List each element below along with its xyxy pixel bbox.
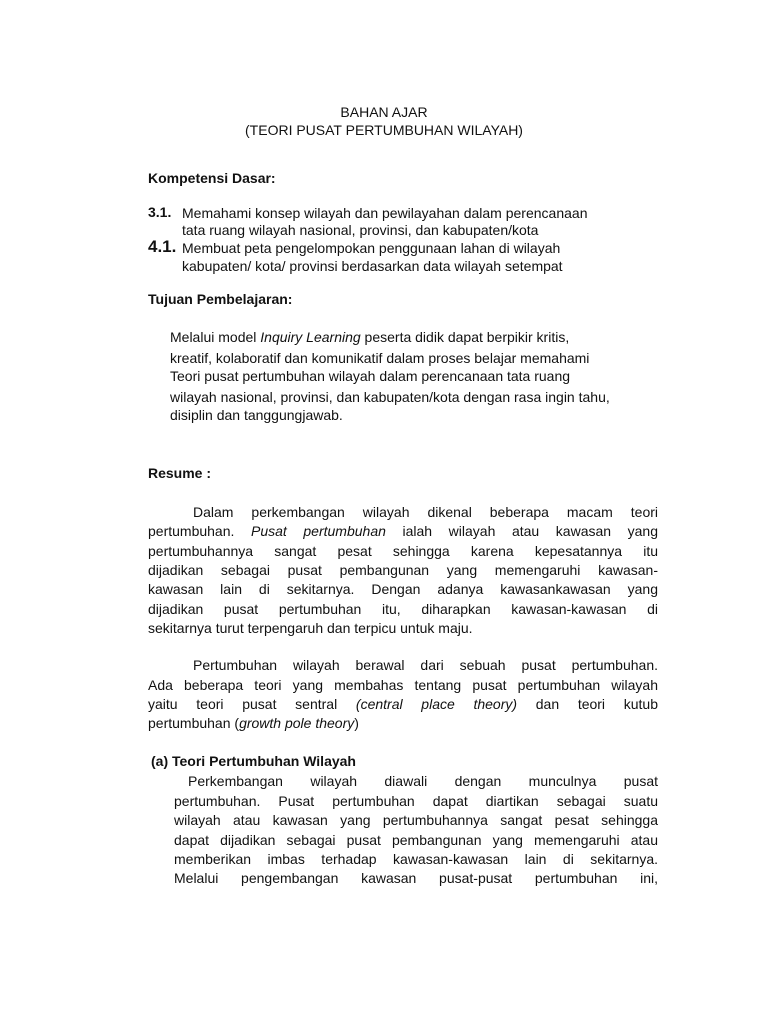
resume-p1-line-2-pre: pertumbuhan. (148, 523, 251, 539)
resume-p2-line-4-post: ) (354, 715, 359, 731)
section-a-line-3: wilayah atau kawasan yang pertumbuhannya sangat pesat sehingga (174, 812, 658, 828)
kd-number-2: 4.1. (148, 237, 177, 256)
resume-p2-line-4 (148, 714, 359, 732)
resume-p1-line-7: sekitarnya turut terpengaruh dan terpicu untuk maju. (148, 620, 473, 636)
tujuan-heading: Tujuan Pembelajaran: (148, 291, 293, 307)
resume-p2-line-3-em: (central place theory) (355, 696, 518, 712)
kd-number-1: 3.1. (148, 204, 172, 220)
tujuan-line-1-post: peserta didik dapat berpikir kritis, (360, 329, 570, 345)
title-line-2: (TEORI PUSAT PERTUMBUHAN WILAYAH) (245, 122, 523, 138)
kd-2-line-1: Membuat peta pengelompokan penggunaan lahan di wilayah (182, 240, 561, 256)
tujuan-line-3: Teori pusat pertumbuhan wilayah dalam perencanaan tata ruang (170, 368, 571, 384)
tujuan-line-1-em: Inquiry Learning (260, 329, 361, 345)
kompetensi-heading: Kompetensi Dasar: (148, 170, 276, 186)
tujuan-line-5: disiplin dan tanggungjawab. (170, 407, 343, 423)
kd-1-line-2: tata ruang wilayah nasional, provinsi, dan kabupaten/kota (182, 222, 539, 238)
tujuan-line-2: kreatif, kolaboratif dan komunikatif dalam proses belajar memahami (170, 350, 590, 366)
resume-p2-line-3-pre: yaitu teori pusat sentral (148, 696, 356, 712)
resume-p2-line-2: Ada beberapa teori yang membahas tentang pusat pertumbuhan wilayah (148, 677, 658, 693)
title-line-1: BAHAN AJAR (340, 104, 428, 120)
tujuan-line-1-pre: Melalui model (170, 329, 261, 345)
resume-p1-line-4: dijadikan sebagai pusat pembangunan yang memengaruhi kawasan- (148, 562, 658, 578)
resume-p1-line-3: pertumbuhannya sangat pesat sehingga karena kepesatannya itu (148, 543, 658, 559)
section-a-line-4: dapat dijadikan sebagai pusat pembangunan yang memengaruhi atau (174, 832, 658, 848)
section-a-line-6: Melalui pengembangan kawasan pusat-pusat pertumbuhan ini, (174, 870, 658, 886)
tujuan-line-4: wilayah nasional, provinsi, dan kabupaten/kota dengan rasa ingin tahu, (170, 389, 610, 405)
resume-p1-line-5: kawasan lain di sekitarnya. Dengan adanya kawasankawasan yang (148, 581, 658, 597)
resume-p2-line-1: Pertumbuhan wilayah berawal dari sebuah pusat pertumbuhan. (193, 657, 658, 673)
resume-p1-line-2-post: ialah wilayah atau kawasan yang (385, 523, 658, 539)
resume-p2-line-4-em: growth pole theory (239, 715, 355, 731)
section-a-heading: (a) Teori Pertumbuhan Wilayah (151, 753, 356, 769)
resume-p1-line-2 (148, 522, 658, 540)
section-a-line-5: memberikan imbas terhadap kawasan-kawasan lain di sekitarnya. (174, 851, 658, 867)
kd-2-line-2: kabupaten/ kota/ provinsi berdasarkan data wilayah setempat (182, 258, 563, 274)
kd-1-line-1: Memahami konsep wilayah dan pewilayahan dalam perencanaan (182, 205, 588, 221)
resume-p2-line-3 (148, 695, 658, 713)
section-a-line-2: pertumbuhan. Pusat pertumbuhan dapat diartikan sebagai suatu (174, 793, 658, 809)
resume-p1-line-6: dijadikan pusat pertumbuhan itu, diharapkan kawasan-kawasan di (148, 601, 658, 617)
resume-p2-line-4-pre: pertumbuhan ( (148, 715, 240, 731)
resume-p2-line-3-post: dan teori kutub (517, 696, 658, 712)
section-a-line-1: Perkembangan wilayah diawali dengan munculnya pusat (188, 773, 658, 789)
resume-p1-line-1: Dalam perkembangan wilayah dikenal beberapa macam teori (193, 504, 658, 520)
resume-p1-line-2-em: Pusat pertumbuhan (251, 523, 386, 539)
resume-heading: Resume : (148, 465, 212, 481)
tujuan-line-1 (170, 328, 569, 346)
